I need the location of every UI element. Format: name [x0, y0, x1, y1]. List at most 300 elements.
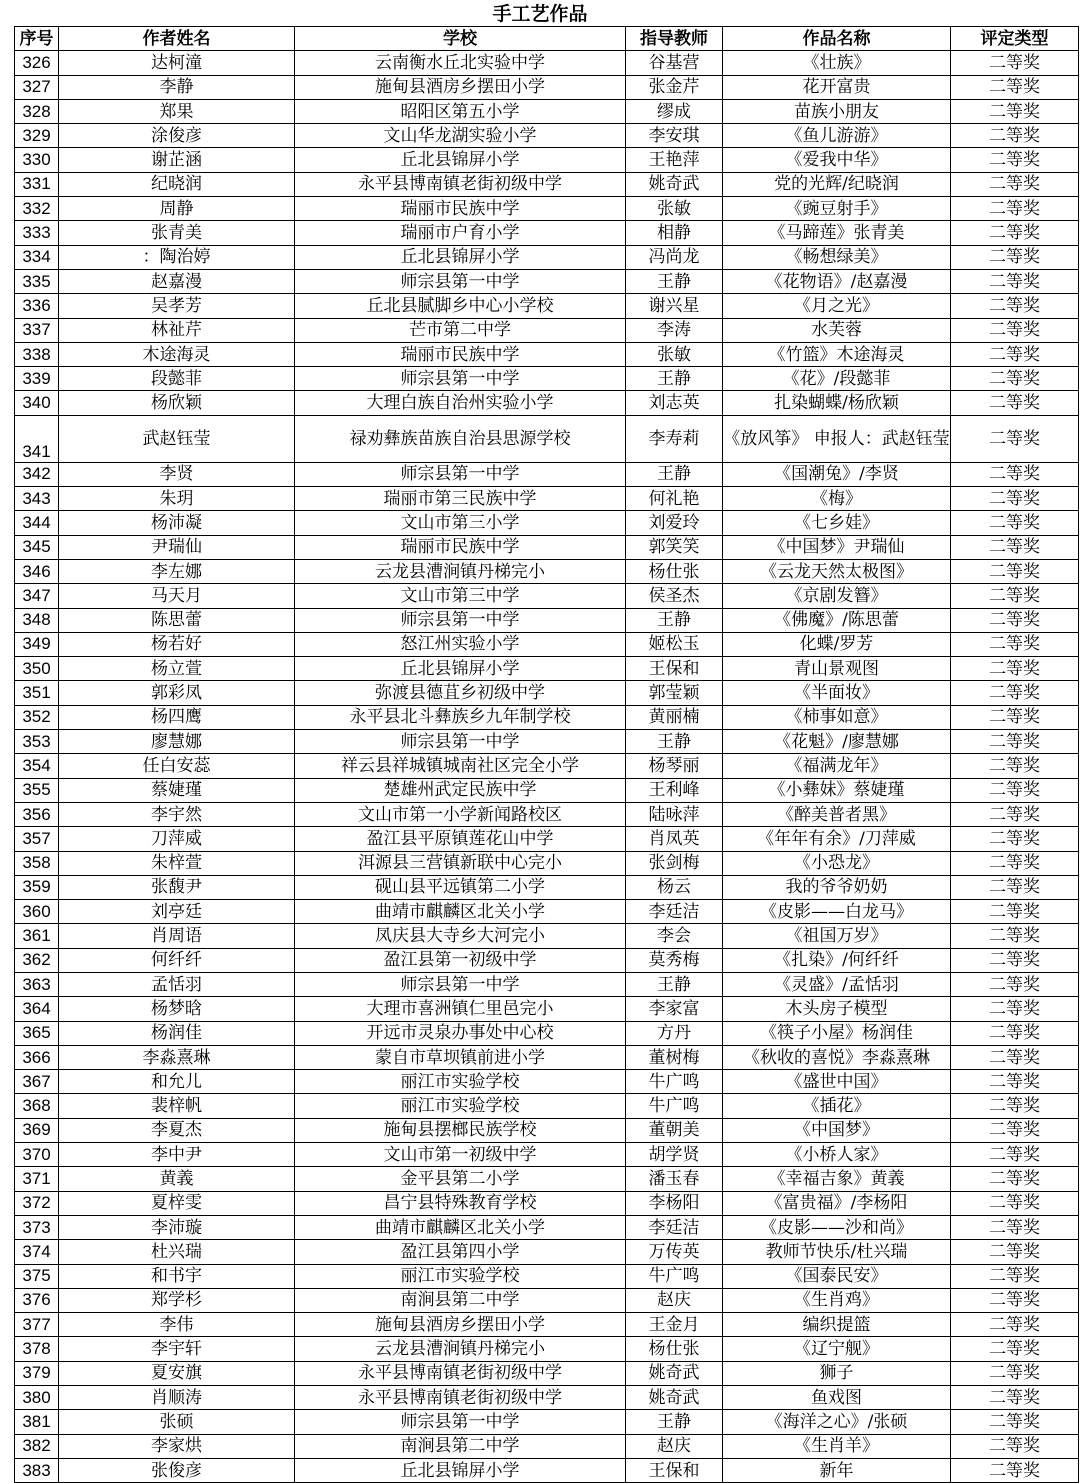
cell-teacher: 杨仕张	[626, 1337, 723, 1361]
cell-teacher: 陆咏萍	[626, 802, 723, 826]
cell-work: 《花魁》/廖慧娜	[723, 730, 951, 754]
cell-author: 李家烘	[59, 1434, 295, 1458]
table-row	[15, 221, 1079, 245]
table-row	[15, 778, 1079, 802]
cell-author: 朱玥	[59, 487, 295, 511]
cell-school: 施甸县酒房乡摆田小学	[295, 75, 626, 99]
table-row	[15, 197, 1079, 221]
cell-teacher: 李廷洁	[626, 1215, 723, 1239]
cell-author: 张馥尹	[59, 875, 295, 899]
cell-teacher: 王艳萍	[626, 148, 723, 172]
cell-teacher: 相静	[626, 221, 723, 245]
cell-work: 《竹篮》木途海灵	[723, 342, 951, 366]
cell-award: 二等奖	[951, 1386, 1079, 1410]
cell-teacher: 董树梅	[626, 1045, 723, 1069]
cell-teacher: 李会	[626, 924, 723, 948]
cell-award: 二等奖	[951, 75, 1079, 99]
cell-no: 357	[15, 827, 59, 851]
cell-school: 丽江市实验学校	[295, 1264, 626, 1288]
cell-school: 永平县博南镇老街初级中学	[295, 1386, 626, 1410]
cell-teacher: 侯圣杰	[626, 584, 723, 608]
cell-no: 354	[15, 754, 59, 778]
cell-award: 二等奖	[951, 827, 1079, 851]
table-row	[15, 487, 1079, 511]
table-row	[15, 1288, 1079, 1312]
cell-no: 341	[15, 415, 59, 462]
cell-author: 李静	[59, 75, 295, 99]
cell-author: 杨润佳	[59, 1021, 295, 1045]
cell-school: 大理市喜洲镇仁里邑完小	[295, 997, 626, 1021]
cell-award: 二等奖	[951, 997, 1079, 1021]
table-row	[15, 1434, 1079, 1458]
cell-school: 师宗县第一中学	[295, 1410, 626, 1434]
cell-teacher: 缪成	[626, 99, 723, 123]
cell-award: 二等奖	[951, 1215, 1079, 1239]
cell-no: 336	[15, 294, 59, 318]
cell-author: 李伟	[59, 1313, 295, 1337]
table-row	[15, 1045, 1079, 1069]
cell-school: 楚雄州武定民族中学	[295, 778, 626, 802]
cell-work: 木头房子模型	[723, 997, 951, 1021]
table-row	[15, 294, 1079, 318]
cell-award: 二等奖	[951, 802, 1079, 826]
cell-no: 334	[15, 245, 59, 269]
cell-award: 二等奖	[951, 245, 1079, 269]
cell-award: 二等奖	[951, 197, 1079, 221]
table-row	[15, 924, 1079, 948]
cell-author: 郭彩凤	[59, 681, 295, 705]
cell-author: 李左娜	[59, 559, 295, 583]
cell-work: 《放风筝》 申报人：武赵钰莹	[723, 415, 951, 462]
cell-award: 二等奖	[951, 391, 1079, 415]
table-row	[15, 1094, 1079, 1118]
table-row	[15, 900, 1079, 924]
cell-author: 尹瑞仙	[59, 535, 295, 559]
cell-no: 352	[15, 705, 59, 729]
cell-school: 大理白族自治州实验小学	[295, 391, 626, 415]
cell-school: 文山市第三中学	[295, 584, 626, 608]
cell-work: 《年年有余》/刀萍威	[723, 827, 951, 851]
table-row	[15, 1313, 1079, 1337]
cell-award: 二等奖	[951, 342, 1079, 366]
cell-award: 二等奖	[951, 900, 1079, 924]
cell-school: 丽江市实验学校	[295, 1070, 626, 1094]
cell-no: 350	[15, 657, 59, 681]
cell-no: 359	[15, 875, 59, 899]
cell-school: 师宗县第一中学	[295, 608, 626, 632]
table-row	[15, 1240, 1079, 1264]
cell-author: 林祉芹	[59, 318, 295, 342]
cell-school: 南涧县第二中学	[295, 1434, 626, 1458]
cell-author: ：陶治婷	[59, 245, 295, 269]
cell-teacher: 李杨阳	[626, 1191, 723, 1215]
cell-teacher: 王静	[626, 269, 723, 293]
cell-teacher: 王保和	[626, 657, 723, 681]
cell-school: 曲靖市麒麟区北关小学	[295, 1215, 626, 1239]
cell-school: 丘北县锦屏小学	[295, 148, 626, 172]
table-row	[15, 342, 1079, 366]
cell-teacher: 刘志英	[626, 391, 723, 415]
cell-work: 《皮影——白龙马》	[723, 900, 951, 924]
cell-no: 375	[15, 1264, 59, 1288]
cell-award: 二等奖	[951, 948, 1079, 972]
table-row	[15, 730, 1079, 754]
cell-teacher: 赵庆	[626, 1288, 723, 1312]
cell-award: 二等奖	[951, 294, 1079, 318]
cell-teacher: 李安琪	[626, 124, 723, 148]
cell-work: 《小彝妹》蔡婕瑾	[723, 778, 951, 802]
cell-work: 教师节快乐/杜兴瑞	[723, 1240, 951, 1264]
cell-author: 孟恬羽	[59, 972, 295, 996]
cell-award: 二等奖	[951, 1410, 1079, 1434]
cell-award: 二等奖	[951, 1337, 1079, 1361]
table-row	[15, 1167, 1079, 1191]
cell-no: 345	[15, 535, 59, 559]
cell-award: 二等奖	[951, 172, 1079, 196]
cell-work: 《畅想绿美》	[723, 245, 951, 269]
cell-award: 二等奖	[951, 269, 1079, 293]
cell-school: 怒江州实验小学	[295, 632, 626, 656]
cell-work: 《月之光》	[723, 294, 951, 318]
cell-teacher: 姚奇武	[626, 1386, 723, 1410]
cell-no: 349	[15, 632, 59, 656]
cell-no: 374	[15, 1240, 59, 1264]
cell-award: 二等奖	[951, 1191, 1079, 1215]
cell-teacher: 李涛	[626, 318, 723, 342]
header-cell-school: 学校	[295, 27, 626, 51]
cell-work: 《七乡娃》	[723, 511, 951, 535]
cell-author: 李宇轩	[59, 1337, 295, 1361]
cell-school: 蒙自市草坝镇前进小学	[295, 1045, 626, 1069]
cell-work: 《豌豆射手》	[723, 197, 951, 221]
cell-no: 372	[15, 1191, 59, 1215]
cell-teacher: 李家富	[626, 997, 723, 1021]
cell-school: 文山市第一初级中学	[295, 1143, 626, 1167]
cell-teacher: 王利峰	[626, 778, 723, 802]
table-row	[15, 99, 1079, 123]
cell-award: 二等奖	[951, 99, 1079, 123]
table-row	[15, 1118, 1079, 1142]
cell-school: 盈江县第一初级中学	[295, 948, 626, 972]
awards-table	[14, 26, 1079, 1483]
cell-work: 《醉美普者黑》	[723, 802, 951, 826]
table-row	[15, 802, 1079, 826]
cell-author: 杜兴瑞	[59, 1240, 295, 1264]
cell-teacher: 黄丽楠	[626, 705, 723, 729]
cell-work: 苗族小朋友	[723, 99, 951, 123]
cell-work: 《马蹄莲》张青美	[723, 221, 951, 245]
cell-teacher: 牛广鸣	[626, 1070, 723, 1094]
cell-teacher: 王静	[626, 608, 723, 632]
cell-no: 371	[15, 1167, 59, 1191]
cell-author: 裴梓帆	[59, 1094, 295, 1118]
cell-no: 368	[15, 1094, 59, 1118]
cell-school: 施甸县酒房乡摆田小学	[295, 1313, 626, 1337]
table-row	[15, 1386, 1079, 1410]
cell-teacher: 谷基营	[626, 51, 723, 75]
cell-work: 《壮族》	[723, 51, 951, 75]
header-cell-author: 作者姓名	[59, 27, 295, 51]
cell-author: 张俊彦	[59, 1458, 295, 1482]
cell-teacher: 王静	[626, 1410, 723, 1434]
cell-award: 二等奖	[951, 584, 1079, 608]
cell-teacher: 王静	[626, 730, 723, 754]
cell-school: 曲靖市麒麟区北关小学	[295, 900, 626, 924]
cell-school: 云南衡水丘北实验中学	[295, 51, 626, 75]
cell-author: 肖顺涛	[59, 1386, 295, 1410]
cell-no: 369	[15, 1118, 59, 1142]
cell-author: 刘亭廷	[59, 900, 295, 924]
cell-award: 二等奖	[951, 1288, 1079, 1312]
cell-no: 362	[15, 948, 59, 972]
cell-no: 340	[15, 391, 59, 415]
cell-school: 洱源县三营镇新联中心完小	[295, 851, 626, 875]
cell-work: 《灵盛》/孟恬羽	[723, 972, 951, 996]
table-row	[15, 318, 1079, 342]
table-row	[15, 657, 1079, 681]
cell-award: 二等奖	[951, 559, 1079, 583]
cell-no: 344	[15, 511, 59, 535]
table-row	[15, 754, 1079, 778]
cell-author: 武赵钰莹	[59, 415, 295, 462]
table-row	[15, 1021, 1079, 1045]
cell-author: 刀萍威	[59, 827, 295, 851]
cell-teacher: 姬松玉	[626, 632, 723, 656]
cell-work: 青山景观图	[723, 657, 951, 681]
cell-award: 二等奖	[951, 1458, 1079, 1482]
cell-no: 337	[15, 318, 59, 342]
table-row	[15, 1410, 1079, 1434]
cell-school: 丽江市实验学校	[295, 1094, 626, 1118]
cell-teacher: 王静	[626, 462, 723, 486]
cell-award: 二等奖	[951, 511, 1079, 535]
cell-author: 杨梦晗	[59, 997, 295, 1021]
cell-no: 339	[15, 367, 59, 391]
cell-work: 《花》/段懿菲	[723, 367, 951, 391]
table-row	[15, 269, 1079, 293]
cell-award: 二等奖	[951, 632, 1079, 656]
cell-school: 南涧县第二中学	[295, 1288, 626, 1312]
cell-award: 二等奖	[951, 972, 1079, 996]
table-row	[15, 415, 1079, 462]
table-row	[15, 511, 1079, 535]
cell-work: 《筷子小屋》杨润佳	[723, 1021, 951, 1045]
table-row	[15, 1215, 1079, 1239]
cell-teacher: 张金芹	[626, 75, 723, 99]
cell-teacher: 赵庆	[626, 1434, 723, 1458]
cell-award: 二等奖	[951, 1313, 1079, 1337]
cell-work: 化蝶/罗芳	[723, 632, 951, 656]
cell-work: 《盛世中国》	[723, 1070, 951, 1094]
cell-award: 二等奖	[951, 1094, 1079, 1118]
cell-author: 杨四鹰	[59, 705, 295, 729]
cell-author: 和书宇	[59, 1264, 295, 1288]
cell-work: 《半面妆》	[723, 681, 951, 705]
cell-award: 二等奖	[951, 875, 1079, 899]
cell-school: 云龙县漕涧镇丹梯完小	[295, 1337, 626, 1361]
cell-teacher: 潘玉春	[626, 1167, 723, 1191]
cell-school: 师宗县第一中学	[295, 730, 626, 754]
table-row	[15, 391, 1079, 415]
cell-teacher: 张剑梅	[626, 851, 723, 875]
cell-teacher: 肖凤英	[626, 827, 723, 851]
cell-award: 二等奖	[951, 1167, 1079, 1191]
cell-school: 文山市第一小学新闻路校区	[295, 802, 626, 826]
cell-award: 二等奖	[951, 148, 1079, 172]
cell-teacher: 莫秀梅	[626, 948, 723, 972]
cell-teacher: 何礼艳	[626, 487, 723, 511]
cell-author: 涂俊彦	[59, 124, 295, 148]
cell-school: 芒市第二中学	[295, 318, 626, 342]
cell-work: 《梅》	[723, 487, 951, 511]
cell-school: 弥渡县德苴乡初级中学	[295, 681, 626, 705]
cell-no: 338	[15, 342, 59, 366]
table-row	[15, 51, 1079, 75]
cell-author: 杨立萱	[59, 657, 295, 681]
cell-author: 朱梓萱	[59, 851, 295, 875]
cell-no: 367	[15, 1070, 59, 1094]
cell-no: 347	[15, 584, 59, 608]
cell-work: 《生肖羊》	[723, 1434, 951, 1458]
cell-school: 丘北县锦屏小学	[295, 1458, 626, 1482]
cell-work: 狮子	[723, 1361, 951, 1385]
table-row	[15, 535, 1079, 559]
cell-no: 326	[15, 51, 59, 75]
cell-award: 二等奖	[951, 1264, 1079, 1288]
cell-school: 施甸县摆榔民族学校	[295, 1118, 626, 1142]
cell-school: 瑞丽市民族中学	[295, 535, 626, 559]
cell-no: 342	[15, 462, 59, 486]
cell-school: 昌宁县特殊教育学校	[295, 1191, 626, 1215]
header-row	[15, 27, 1079, 51]
cell-work: 《福满龙年》	[723, 754, 951, 778]
cell-teacher: 郭笑笑	[626, 535, 723, 559]
cell-award: 二等奖	[951, 1118, 1079, 1142]
table-row	[15, 632, 1079, 656]
cell-no: 346	[15, 559, 59, 583]
cell-author: 何纤纤	[59, 948, 295, 972]
cell-school: 丘北县腻脚乡中心小学校	[295, 294, 626, 318]
cell-award: 二等奖	[951, 1361, 1079, 1385]
cell-no: 378	[15, 1337, 59, 1361]
cell-author: 陈思蕾	[59, 608, 295, 632]
cell-work: 《中国梦》	[723, 1118, 951, 1142]
cell-author: 和允儿	[59, 1070, 295, 1094]
cell-award: 二等奖	[951, 1021, 1079, 1045]
cell-award: 二等奖	[951, 778, 1079, 802]
cell-award: 二等奖	[951, 124, 1079, 148]
cell-no: 331	[15, 172, 59, 196]
cell-no: 377	[15, 1313, 59, 1337]
cell-work: 花开富贵	[723, 75, 951, 99]
table-row	[15, 124, 1079, 148]
cell-author: 李夏杰	[59, 1118, 295, 1142]
table-row	[15, 681, 1079, 705]
cell-school: 昭阳区第五小学	[295, 99, 626, 123]
cell-author: 黄義	[59, 1167, 295, 1191]
cell-no: 365	[15, 1021, 59, 1045]
cell-no: 383	[15, 1458, 59, 1482]
cell-no: 327	[15, 75, 59, 99]
table-row	[15, 997, 1079, 1021]
table-row	[15, 148, 1079, 172]
cell-school: 凤庆县大寺乡大河完小	[295, 924, 626, 948]
cell-teacher: 王静	[626, 972, 723, 996]
cell-author: 杨欣颖	[59, 391, 295, 415]
cell-teacher: 王静	[626, 367, 723, 391]
cell-no: 332	[15, 197, 59, 221]
table-row	[15, 1191, 1079, 1215]
cell-author: 肖周语	[59, 924, 295, 948]
cell-no: 382	[15, 1434, 59, 1458]
cell-no: 333	[15, 221, 59, 245]
table-title: 手工艺作品	[492, 3, 588, 25]
cell-award: 二等奖	[951, 1070, 1079, 1094]
cell-teacher: 董朝美	[626, 1118, 723, 1142]
table-row	[15, 705, 1079, 729]
header-cell-teacher: 指导教师	[626, 27, 723, 51]
cell-award: 二等奖	[951, 851, 1079, 875]
cell-work: 水芙蓉	[723, 318, 951, 342]
cell-work: 编织提篮	[723, 1313, 951, 1337]
cell-no: 370	[15, 1143, 59, 1167]
cell-award: 二等奖	[951, 51, 1079, 75]
cell-author: 杨沛凝	[59, 511, 295, 535]
table-row	[15, 75, 1079, 99]
cell-work: 我的爷爷奶奶	[723, 875, 951, 899]
cell-no: 351	[15, 681, 59, 705]
cell-no: 379	[15, 1361, 59, 1385]
cell-work: 《柿事如意》	[723, 705, 951, 729]
cell-teacher: 郭莹颖	[626, 681, 723, 705]
table-row	[15, 1264, 1079, 1288]
cell-teacher: 冯尚龙	[626, 245, 723, 269]
cell-work: 《鱼儿游游》	[723, 124, 951, 148]
cell-school: 师宗县第一中学	[295, 269, 626, 293]
table-body	[15, 51, 1079, 1483]
table-row	[15, 875, 1079, 899]
cell-award: 二等奖	[951, 487, 1079, 511]
table-row	[15, 584, 1079, 608]
cell-school: 金平县第二小学	[295, 1167, 626, 1191]
cell-no: 376	[15, 1288, 59, 1312]
cell-work: 鱼戏图	[723, 1386, 951, 1410]
cell-author: 蔡婕瑾	[59, 778, 295, 802]
cell-award: 二等奖	[951, 221, 1079, 245]
cell-no: 360	[15, 900, 59, 924]
cell-school: 永平县博南镇老街初级中学	[295, 172, 626, 196]
table-row	[15, 608, 1079, 632]
cell-teacher: 牛广鸣	[626, 1094, 723, 1118]
cell-school: 盈江县第四小学	[295, 1240, 626, 1264]
cell-author: 夏安旗	[59, 1361, 295, 1385]
cell-author: 吴孝芳	[59, 294, 295, 318]
cell-award: 二等奖	[951, 608, 1079, 632]
cell-teacher: 万传英	[626, 1240, 723, 1264]
cell-author: 李沛璇	[59, 1215, 295, 1239]
cell-work: 《祖国万岁》	[723, 924, 951, 948]
cell-no: 353	[15, 730, 59, 754]
cell-no: 380	[15, 1386, 59, 1410]
cell-work: 《生肖鸡》	[723, 1288, 951, 1312]
cell-no: 355	[15, 778, 59, 802]
cell-award: 二等奖	[951, 657, 1079, 681]
cell-author: 纪晓润	[59, 172, 295, 196]
header-cell-work: 作品名称	[723, 27, 951, 51]
cell-work: 《佛魔》/陈思蕾	[723, 608, 951, 632]
cell-work: 《插花》	[723, 1094, 951, 1118]
cell-award: 二等奖	[951, 924, 1079, 948]
